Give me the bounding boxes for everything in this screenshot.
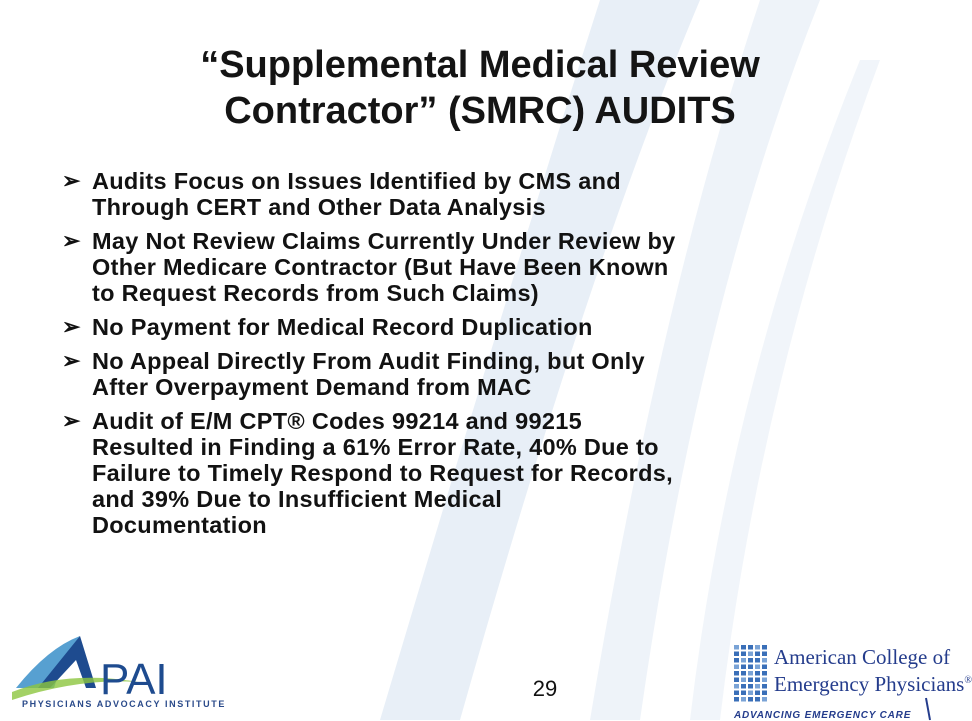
acep-grid-cell [755, 652, 760, 657]
acep-name-line-1: American College of [774, 645, 951, 669]
bullet-item [62, 228, 922, 306]
bullet-text [92, 314, 593, 340]
bullet-text [92, 348, 645, 400]
acep-grid-cell [741, 684, 746, 689]
bullet-list [62, 168, 922, 546]
arrow-bullet-icon: ➢ [62, 408, 81, 433]
bullet-line: and 39% Due to Insufficient Medical [92, 486, 503, 512]
acep-grid-cell [762, 678, 767, 683]
acep-grid-cell [748, 671, 753, 676]
acep-grid-cell [762, 652, 767, 657]
acep-name [774, 646, 972, 696]
bullet-line: Failure to Timely Respond to Request for Records, [92, 460, 673, 486]
acep-grid-cell [748, 691, 753, 696]
bullet-item [62, 314, 922, 340]
page-number: 29 [532, 676, 558, 701]
acep-grid-cell [755, 645, 760, 650]
bullet-text [92, 228, 676, 306]
acep-grid-cell [748, 645, 753, 650]
arrow-bullet-icon: ➢ [62, 348, 81, 373]
acep-grid-cell [762, 645, 767, 650]
bullet-text [92, 168, 621, 220]
acep-grid-cell [762, 697, 767, 702]
acep-grid-cell [741, 697, 746, 702]
acep-grid-cell [734, 652, 739, 657]
acep-grid-cell [762, 684, 767, 689]
acep-grid-cell [755, 671, 760, 676]
acep-grid-cell [755, 665, 760, 670]
acep-grid-cell [755, 684, 760, 689]
arrow-bullet-icon: ➢ [62, 168, 81, 193]
bullet-item [62, 408, 922, 538]
bullet-line: Audits Focus on Issues Identified by CMS and [92, 168, 621, 194]
bullet-line: to Request Records from Such Claims) [92, 280, 539, 306]
acep-grid-cell [748, 684, 753, 689]
acep-name-line-2: Emergency Physicians [774, 672, 965, 696]
bullet-line: May Not Review Claims Currently Under Review by [92, 228, 676, 254]
pai-letters: PAI [100, 655, 168, 704]
acep-registered-mark: ® [964, 675, 972, 686]
acep-grid-cell [755, 697, 760, 702]
acep-grid-cell [748, 652, 753, 657]
bullet-line: Documentation [92, 512, 267, 538]
acep-tagline: ADVANCING EMERGENCY CARE [734, 710, 912, 721]
acep-grid-cell [741, 658, 746, 663]
acep-grid-cell [755, 691, 760, 696]
bullet-line: No Appeal Directly From Audit Finding, but Only [92, 348, 645, 374]
acep-grid-cell [755, 678, 760, 683]
acep-grid-cell [748, 697, 753, 702]
acep-grid-cell [741, 665, 746, 670]
acep-grid-cell [741, 645, 746, 650]
acep-grid-cell [734, 645, 739, 650]
acep-grid-cell [762, 665, 767, 670]
acep-grid-cell [762, 671, 767, 676]
acep-grid-cell [741, 691, 746, 696]
arrow-bullet-icon: ➢ [62, 314, 81, 339]
acep-grid-icon [734, 645, 768, 703]
bullet-item [62, 348, 922, 400]
acep-grid-cell [762, 691, 767, 696]
title-line-2: Contractor” (SMRC) AUDITS [224, 90, 736, 132]
bullet-line: Resulted in Finding a 61% Error Rate, 40% Due to [92, 434, 659, 460]
pai-tagline: PHYSICIANS ADVOCACY INSTITUTE [22, 699, 226, 709]
bullet-line: Audit of E/M CPT® Codes 99214 and 99215 [92, 408, 583, 434]
arrow-bullet-icon: ➢ [62, 228, 81, 253]
acep-grid-cell [734, 658, 739, 663]
acep-grid-cell [741, 671, 746, 676]
acep-grid-cell [741, 678, 746, 683]
bullet-item [62, 168, 922, 220]
bullet-line: Other Medicare Contractor (But Have Been Known [92, 254, 669, 280]
acep-grid-cell [748, 658, 753, 663]
acep-grid-cell [734, 697, 739, 702]
acep-grid-cell [748, 665, 753, 670]
title-line-1: “Supplemental Medical Review [200, 44, 760, 86]
acep-grid-cell [762, 658, 767, 663]
acep-grid-cell [734, 665, 739, 670]
acep-grid-cell [748, 678, 753, 683]
acep-grid-cell [734, 678, 739, 683]
acep-grid-cell [734, 691, 739, 696]
acep-grid-cell [734, 684, 739, 689]
bullet-line: After Overpayment Demand from MAC [92, 374, 532, 400]
bullet-line: Through CERT and Other Data Analysis [92, 194, 546, 220]
bullet-line: No Payment for Medical Record Duplication [92, 314, 593, 340]
acep-grid-cell [741, 652, 746, 657]
bullet-text [92, 408, 673, 538]
slide-title [110, 42, 850, 134]
acep-grid-cell [755, 658, 760, 663]
acep-grid-cell [734, 671, 739, 676]
